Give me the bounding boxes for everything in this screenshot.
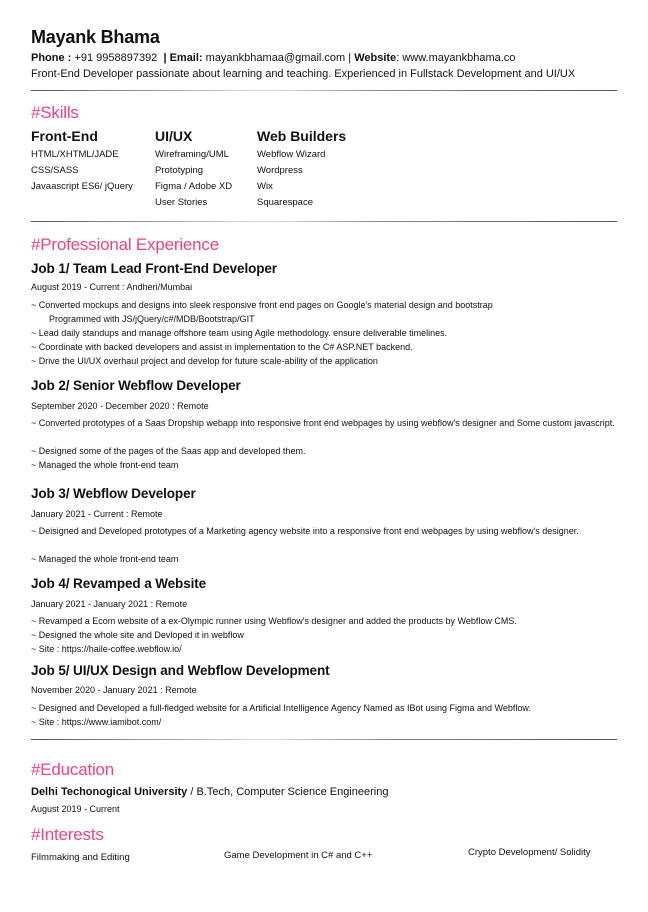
- summary: Front-End Developer passionate about learning and teaching. Experienced in Fullstack Development and UI/UX: [31, 68, 576, 80]
- job-meta: September 2020 - December 2020 : Remote: [31, 401, 209, 411]
- education-title: #Education: [31, 760, 115, 779]
- skills-column-frontend: [31, 128, 133, 195]
- skill-item: Wordpress: [257, 165, 303, 176]
- email-label: | Email:: [163, 52, 203, 64]
- contact-line: Phone : +91 9958897392 | Email: mayankbhamaa@gmail.com | Website: www.mayankbhama.co: [31, 52, 516, 64]
- job-title: Job 2/ Senior Webflow Developer: [31, 378, 241, 393]
- divider: [31, 221, 617, 222]
- skill-item: Javaascript ES6/ jQuery: [31, 181, 133, 192]
- job-meta: November 2020 - January 2021 : Remote: [31, 685, 197, 695]
- website-link[interactable]: www.mayankbhama.co: [402, 52, 516, 64]
- skill-item: CSS/SASS: [31, 165, 79, 176]
- interest-item: Game Development in C# and C++: [224, 850, 373, 861]
- education-dates: August 2019 - Current: [31, 804, 120, 814]
- skill-item: Wireframing/UML: [155, 149, 229, 160]
- job-meta: January 2021 - January 2021 : Remote: [31, 599, 188, 609]
- job-bullet: ~ Drive the UI/UX overhaul project and develop for future scale-ability of the application: [31, 356, 378, 366]
- job-bullet: ~ Designed and Developed a full-fledged website for a Artificial Intelligence Agency Named as IBot using Figma and Webflow.: [31, 703, 531, 713]
- skill-item: Figma / Adobe XD: [155, 181, 233, 192]
- skill-item: Squarespace: [257, 197, 313, 208]
- skills-heading: UI/UX: [155, 128, 193, 144]
- divider: [31, 90, 617, 91]
- interests-title: #Interests: [31, 825, 104, 844]
- interest-item: Crypto Development/ Solidity: [468, 847, 591, 858]
- job-bullet: ~ Managed the whole front-end team: [31, 460, 179, 470]
- skill-item: Wix: [257, 181, 273, 192]
- job-meta: August 2019 - Current : Andheri/Mumbai: [31, 282, 193, 292]
- skills-heading: Web Builders: [257, 128, 347, 144]
- job-title: Job 5/ UI/UX Design and Webflow Development: [31, 663, 330, 678]
- job-bullet: ~ Lead daily standups and manage offshore team using Agile methodology. ensure deliverable timelines.: [31, 328, 448, 338]
- job-bullet: ~ Managed the whole front-end team: [31, 554, 179, 564]
- interest-item: Filmmaking and Editing: [31, 852, 130, 863]
- skill-item: Webflow Wizard: [257, 149, 326, 160]
- education-line: [31, 786, 388, 798]
- job-bullet: ~ Deisigned and Developed prototypes of a Marketing agency website into a responsive front end webpages by using webflow's designer.: [31, 526, 579, 536]
- job-title: Job 4/ Revamped a Website: [31, 576, 207, 591]
- skill-item: User Stories: [155, 197, 208, 208]
- skills-title: #Skills: [31, 103, 79, 122]
- skills-column-uiux: [155, 128, 232, 211]
- skills-heading: Front-End: [31, 128, 98, 144]
- job-bullet: ~ Designed the whole site and Devloped it in webflow: [31, 630, 244, 640]
- job-bullet: ~ Designed some of the pages of the Saas app and developed them.: [31, 446, 306, 456]
- email-link[interactable]: mayankbhamaa@gmail.com: [205, 52, 346, 64]
- job-meta: January 2021 - Current : Remote: [31, 509, 163, 519]
- job-bullet: ~ Converted prototypes of a Saas Dropship webapp into responsive front end webpages by using webflow's designer and Some custom javascript.: [31, 418, 615, 428]
- job-title: Job 1/ Team Lead Front-End Developer: [31, 261, 277, 276]
- job-bullet: Programmed with JS/jQuery/c#/MDB/Bootstrap/GIT: [49, 314, 255, 324]
- separator: /: [187, 786, 197, 798]
- candidate-name: Mayank Bhama: [31, 27, 160, 47]
- degree: B.Tech, Computer Science Engineering: [196, 786, 389, 798]
- divider: [31, 739, 617, 740]
- job-link-bullet[interactable]: ~ Site : https://haile-coffee.webflow.io/: [31, 644, 182, 654]
- job-bullet: ~ Revamped a Ecom website of a ex-Olympic runner using Webflow's designer and added the products by Webflow CMS.: [31, 616, 517, 626]
- phone-value: +91 9958897392: [74, 52, 158, 64]
- job-link-bullet[interactable]: ~ Site : https://www.iamibot.com/: [31, 717, 162, 727]
- phone-label: Phone :: [31, 52, 72, 64]
- skills-column-webbuilders: [257, 128, 346, 211]
- website-label: Website: [354, 52, 397, 64]
- skill-item: Prototyping: [155, 165, 204, 176]
- skill-item: HTML/XHTML/JADE: [31, 149, 119, 160]
- job-bullet: ~ Coordinate with backed developers and assist in implementation to the C# ASP.NET backend.: [31, 342, 413, 352]
- school-name: Delhi Techonogical University: [31, 786, 188, 798]
- job-title: Job 3/ Webflow Developer: [31, 486, 196, 501]
- job-bullet: ~ Converted mockups and designs into sleek responsive front end pages on Google's material design and bootstrap: [31, 300, 493, 310]
- experience-title: #Professional Experience: [31, 235, 219, 254]
